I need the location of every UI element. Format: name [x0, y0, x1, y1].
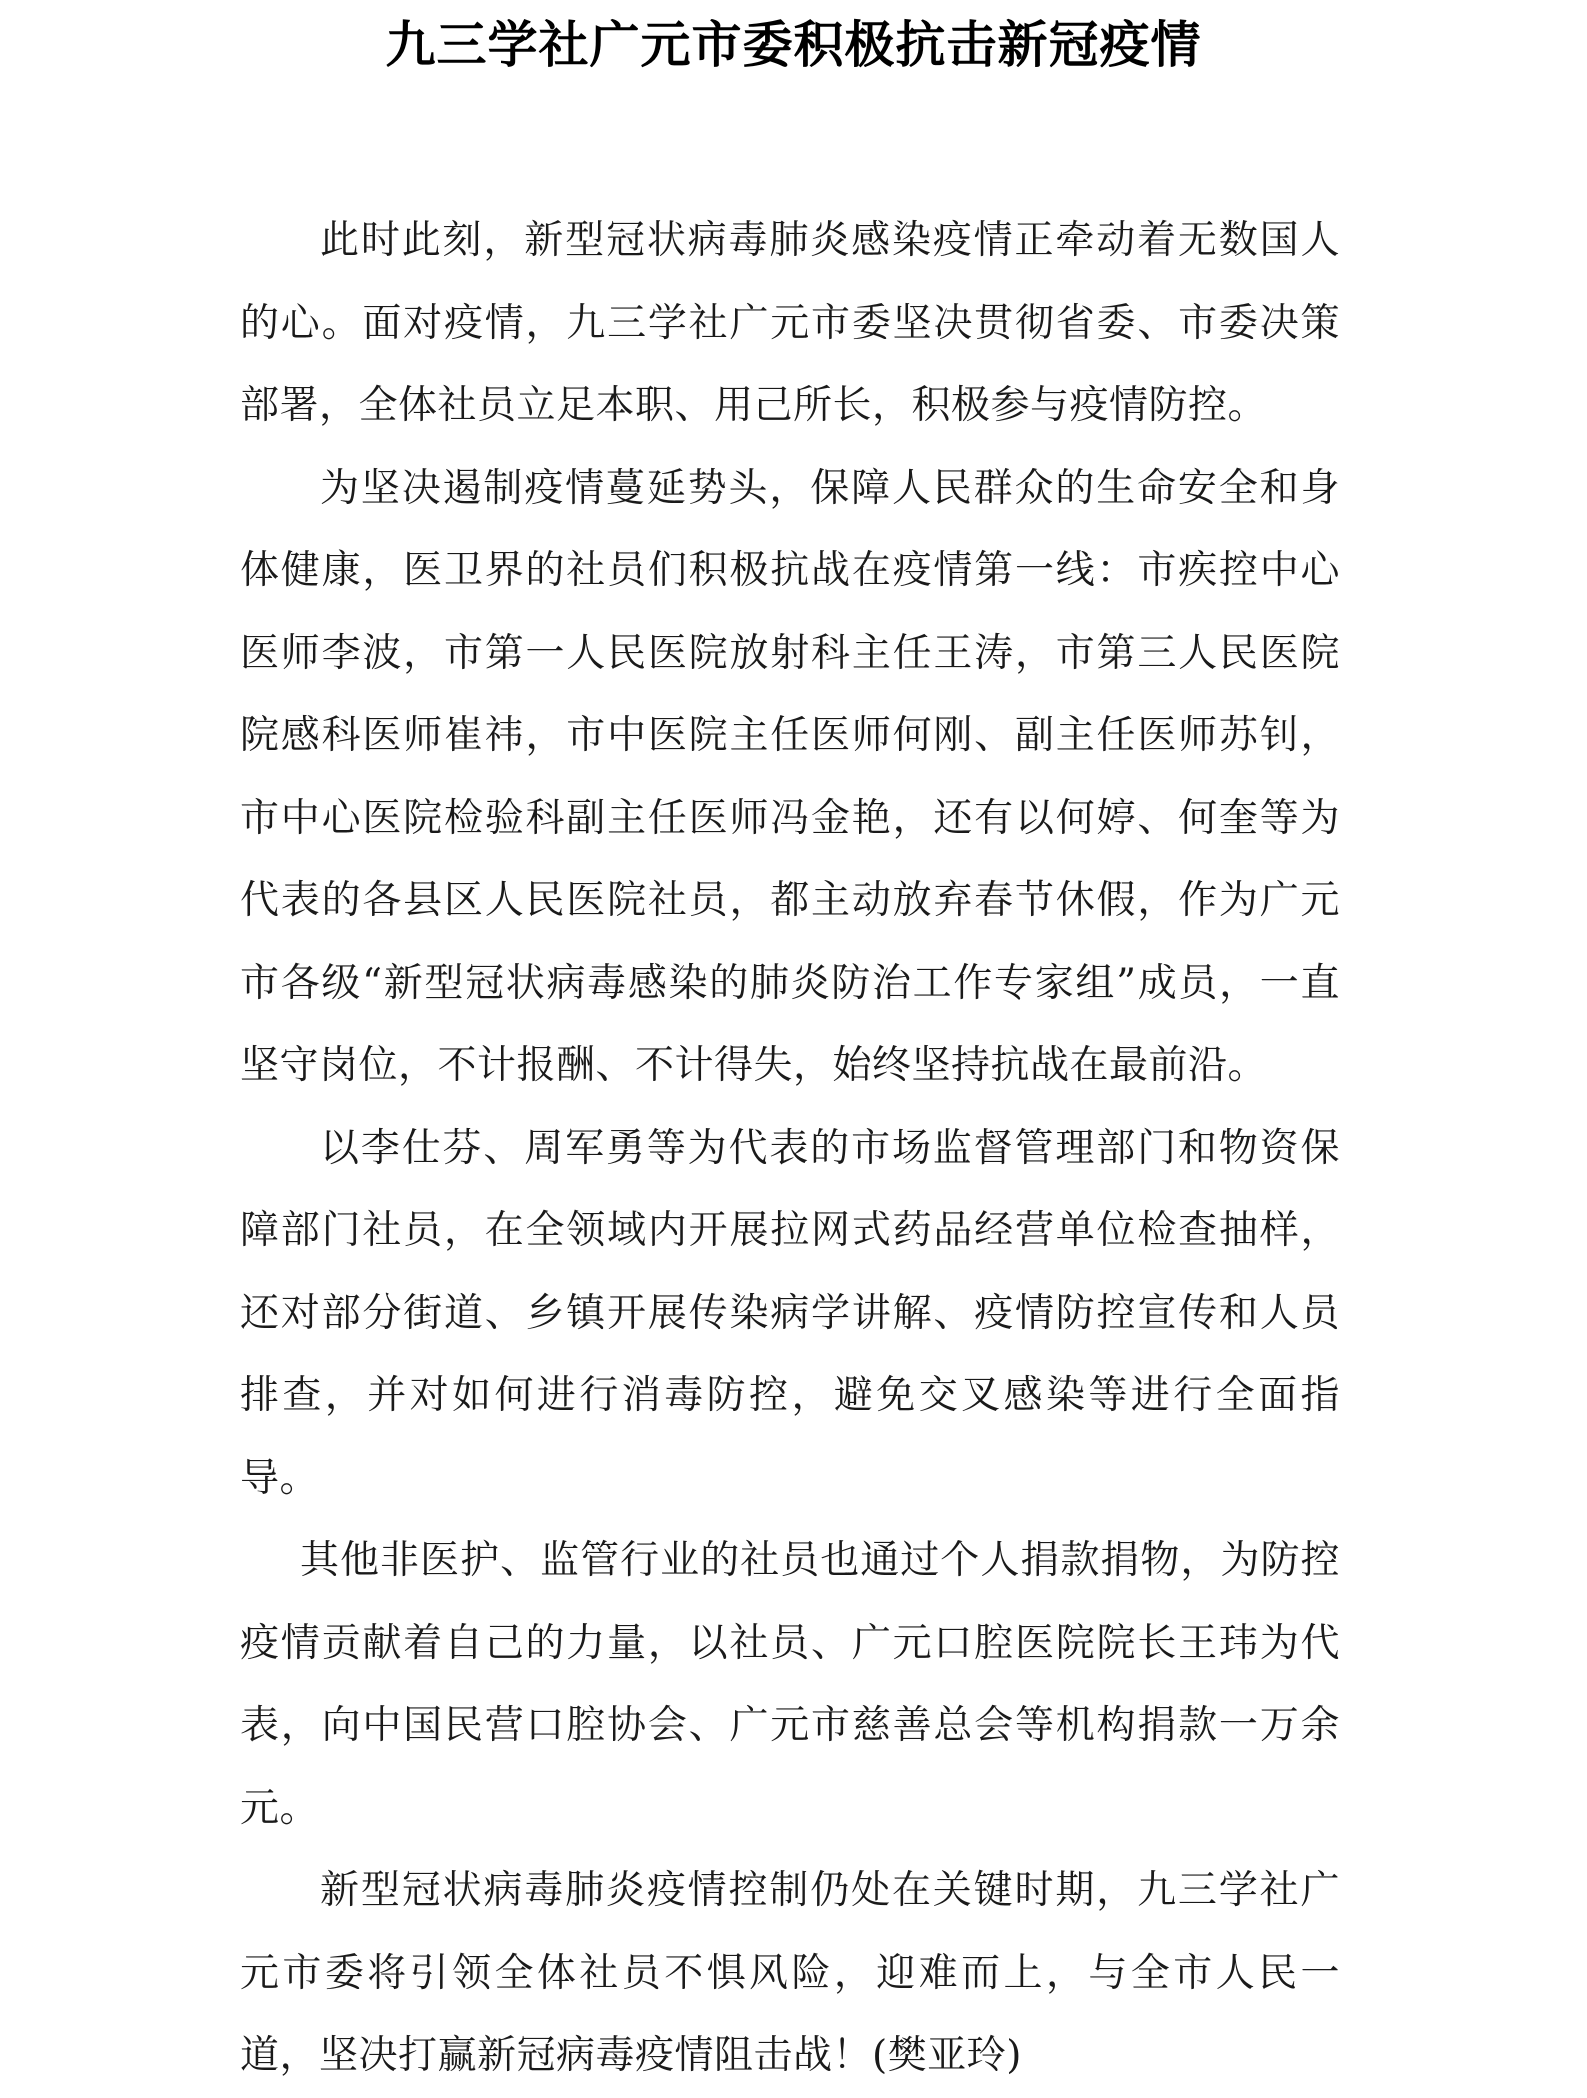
- paragraph-1: 此时此刻，新型冠状病毒肺炎感染疫情正牵动着无数国人的心。面对疫情，九三学社广元市委坚决贯彻省委、市委决策部署，全体社员立足本职、用己所长，积极参与疫情防控。: [240, 218, 1340, 428]
- document-title: 九三学社广元市委积极抗击新冠疫情: [385, 15, 1202, 74]
- paragraph-2: 为坚决遏制疫情蔓延势头，保障人民群众的生命安全和身体健康，医卫界的社员们积极抗战在疫情第一线：市疾控中心医师李波，市第一人民医院放射科主任王涛，市第三人民医院院感科医师崔祎，市中医院主任医师何刚、副主任医师苏钊，市中心医院检验科副主任医师冯金艳，还有以何婷、何奎等为代表的各县区人民医院社员，都主动放弃春节休假，作为广元市各级“新型冠状病毒感染的肺炎防治工作专家组”成员，一直坚守岗位，不计报酬、不计得失，始终坚持抗战在最前沿。: [240, 465, 1340, 1088]
- paragraph-3: 以李仕芬、周军勇等为代表的市场监督管理部门和物资保障部门社员，在全领域内开展拉网式药品经营单位检查抽样，还对部分街道、乡镇开展传染病学讲解、疫情防控宣传和人员排查，并对如何进行消毒防控，避免交叉感染等进行全面指导。: [240, 1125, 1340, 1501]
- paragraph-5: 新型冠状病毒肺炎疫情控制仍处在关键时期，九三学社广元市委将引领全体社员不惧风险，迎难而上，与全市人民一道，坚决打赢新冠病毒疫情阻击战！(樊亚玲): [240, 1868, 1340, 2078]
- paragraph-4: 其他非医护、监管行业的社员也通过个人捐款捐物，为防控疫情贡献着自己的力量，以社员、广元口腔医院院长王玮为代表，向中国民营口腔协会、广元市慈善总会等机构捐款一万余元。: [240, 1538, 1340, 1831]
- document-body: [240, 200, 1340, 2098]
